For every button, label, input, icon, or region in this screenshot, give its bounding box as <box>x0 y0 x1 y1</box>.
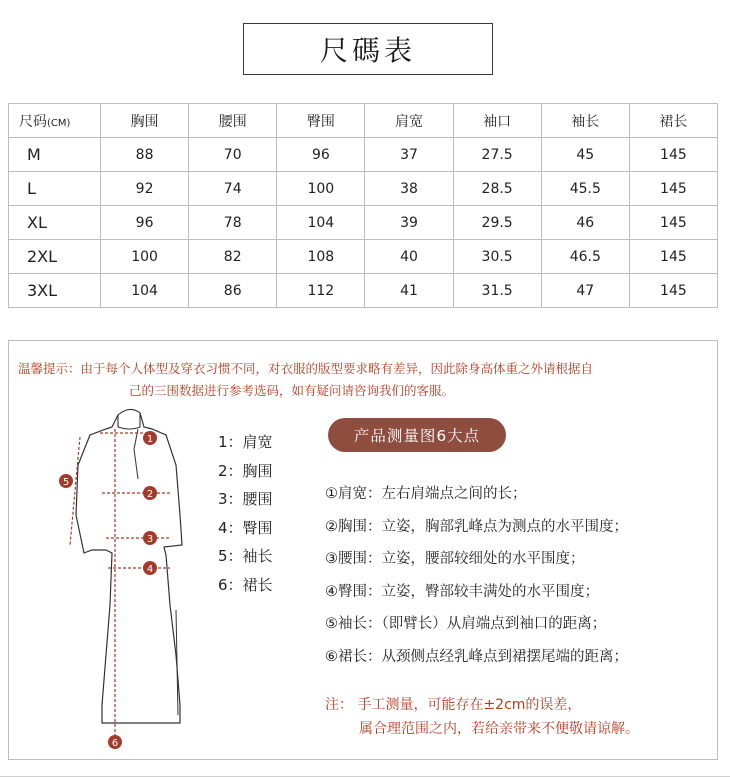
table-cell: 38 <box>365 172 453 206</box>
table-cell: 104 <box>277 206 365 240</box>
header-hip: 臀围 <box>277 104 365 138</box>
table-cell: 47 <box>541 274 629 308</box>
size-label: L <box>9 172 101 206</box>
marker-5 <box>59 474 73 488</box>
bottom-divider <box>0 776 730 777</box>
diagram-legend <box>218 428 273 599</box>
table-cell: 45 <box>541 138 629 172</box>
table-cell: 92 <box>101 172 189 206</box>
header-waist: 腰围 <box>189 104 277 138</box>
legend-item: 3：腰围 <box>218 490 273 508</box>
measure-item: ④臀围：立姿，臀部较丰满处的水平围度； <box>325 583 599 600</box>
error-note <box>325 693 639 741</box>
legend-item: 6：裙长 <box>218 575 273 594</box>
error-note-line1: 注： 手工测量，可能存在±2cm的误差， <box>325 697 582 713</box>
table-cell: 74 <box>189 172 277 206</box>
table-cell: 31.5 <box>453 274 541 308</box>
marker-5-label: 5 <box>62 477 70 488</box>
table-cell: 96 <box>101 206 189 240</box>
table-cell: 145 <box>629 138 717 172</box>
legend-item: 2：胸围 <box>218 461 273 480</box>
warm-tip <box>18 358 718 402</box>
table-row <box>9 240 718 274</box>
table-cell: 145 <box>629 240 717 274</box>
marker-2-label: 2 <box>146 489 154 500</box>
table-cell: 70 <box>189 138 277 172</box>
table-cell: 100 <box>277 172 365 206</box>
table-row <box>9 172 718 206</box>
measure-title-pill <box>328 418 506 452</box>
marker-1-label: 1 <box>146 434 154 445</box>
measure-item: ⑥裙长：从颈侧点经乳峰点到裙摆尾端的距离； <box>325 648 628 665</box>
header-shoulder: 肩宽 <box>365 104 453 138</box>
table-cell: 40 <box>365 240 453 274</box>
table-row <box>9 206 718 240</box>
legend-item: 1：肩宽 <box>218 433 273 451</box>
table-cell: 27.5 <box>453 138 541 172</box>
size-label: 2XL <box>9 240 101 274</box>
marker-2 <box>143 486 157 500</box>
measure-list <box>325 478 628 673</box>
table-cell: 104 <box>101 274 189 308</box>
size-label: XL <box>9 206 101 240</box>
table-cell: 145 <box>629 206 717 240</box>
table-cell: 100 <box>101 240 189 274</box>
header-size <box>9 104 101 138</box>
table-cell: 45.5 <box>541 172 629 206</box>
table-cell: 112 <box>277 274 365 308</box>
size-label: 3XL <box>9 274 101 308</box>
warm-tip-line2: 己的三围数据进行参考选码，如有疑问请咨询我们的客服。 <box>129 383 455 398</box>
table-row <box>9 274 718 308</box>
table-cell: 29.5 <box>453 206 541 240</box>
table-cell: 108 <box>277 240 365 274</box>
header-size-unit: (CM) <box>47 117 71 129</box>
table-cell: 28.5 <box>453 172 541 206</box>
measure-item: ⑤袖长：（即臂长）从肩端点到袖口的距离； <box>325 616 607 632</box>
header-dress-length: 裙长 <box>629 104 717 138</box>
error-note-line2: 属合理范围之内，若给亲带来不便敬请谅解。 <box>359 721 639 737</box>
marker-1 <box>143 431 157 445</box>
table-cell: 37 <box>365 138 453 172</box>
table-cell: 46 <box>541 206 629 240</box>
table-cell: 86 <box>189 274 277 308</box>
table-row <box>9 138 718 172</box>
title-box <box>243 23 493 75</box>
dress-measure-diagram <box>40 405 200 755</box>
size-table <box>8 103 718 308</box>
page-title: 尺碼表 <box>319 34 416 67</box>
marker-3 <box>143 531 157 545</box>
header-cuff: 袖口 <box>453 104 541 138</box>
header-sleeve: 袖长 <box>541 104 629 138</box>
measure-item: ①肩宽：左右肩端点之间的长； <box>325 486 527 502</box>
measure-item: ②胸围：立姿，胸部乳峰点为测点的水平围度； <box>325 518 628 535</box>
table-cell: 82 <box>189 240 277 274</box>
table-cell: 145 <box>629 172 717 206</box>
warm-tip-line1: 温馨提示：由于每个人体型及穿衣习惯不同，对衣服的版型要求略有差异，因此除身高体重之外请根据自 <box>18 361 594 376</box>
marker-3-label: 3 <box>146 534 154 545</box>
marker-4-label: 4 <box>146 564 154 575</box>
measure-title-label: 产品测量图6大点 <box>353 427 481 445</box>
legend-item: 5：袖长 <box>218 547 273 565</box>
size-label: M <box>9 138 101 172</box>
marker-6 <box>108 735 122 749</box>
dress-outline <box>76 410 182 723</box>
table-cell: 96 <box>277 138 365 172</box>
table-cell: 88 <box>101 138 189 172</box>
table-cell: 145 <box>629 274 717 308</box>
table-cell: 30.5 <box>453 240 541 274</box>
measure-item: ③腰围：立姿，腰部较细处的水平围度； <box>325 551 585 567</box>
header-chest: 胸围 <box>101 104 189 138</box>
marker-4 <box>143 561 157 575</box>
marker-6-label: 6 <box>111 738 119 749</box>
table-header-row <box>9 104 718 138</box>
table-cell: 78 <box>189 206 277 240</box>
collar <box>118 409 140 429</box>
table-cell: 41 <box>365 274 453 308</box>
legend-item: 4：臀围 <box>218 518 273 537</box>
header-size-label: 尺码 <box>19 113 47 130</box>
table-cell: 39 <box>365 206 453 240</box>
table-cell: 46.5 <box>541 240 629 274</box>
